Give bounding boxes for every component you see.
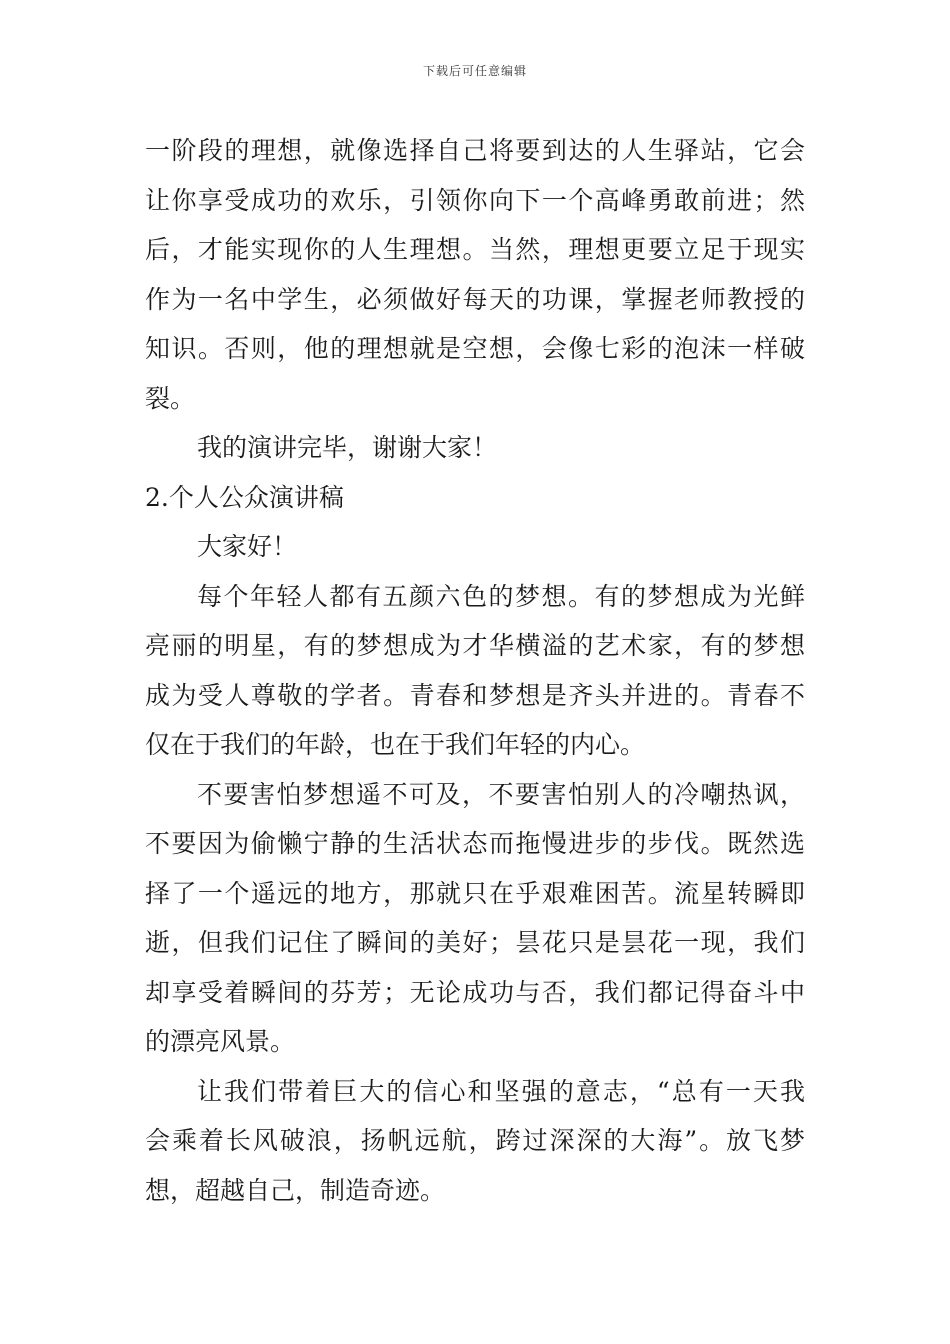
text-line: 裂。 <box>145 383 196 413</box>
document-body <box>145 126 805 1215</box>
text-line: 让你享受成功的欢乐，引领你向下一个高峰勇敢前进；然 <box>145 185 805 215</box>
closing-line: 我的演讲完毕，谢谢大家！ <box>197 433 498 462</box>
text-line: 后，才能实现你的人生理想。当然，理想更要立足于现实 <box>145 235 805 264</box>
greeting-line: 大家好！ <box>197 532 298 561</box>
text-line: 不要害怕梦想遥不可及，不要害怕别人的冷嘲热讽， <box>197 779 805 809</box>
text-line: 亮丽的明星，有的梦想成为才华横溢的艺术家，有的梦想 <box>145 631 805 660</box>
text-line: 择了一个遥远的地方，那就只在乎艰难困苦。流星转瞬即 <box>145 878 805 908</box>
text-line: 让我们带着巨大的信心和坚强的意志，“总有一天我 <box>197 1076 805 1106</box>
text-line: 成为受人尊敬的学者。青春和梦想是齐头并进的。青春不 <box>145 680 805 710</box>
text-line: 知识。否则，他的理想就是空想，会像七彩的泡沫一样破 <box>145 334 805 363</box>
text-line: 逝，但我们记住了瞬间的美好；昙花只是昙花一现，我们 <box>145 928 805 957</box>
text-line: 却享受着瞬间的芬芳；无论成功与否，我们都记得奋斗中 <box>145 977 805 1007</box>
text-line: 每个年轻人都有五颜六色的梦想。有的梦想成为光鲜 <box>197 581 805 611</box>
text-line: 会乘着长风破浪，扬帆远航，跨过深深的大海”。放飞梦 <box>145 1126 805 1155</box>
text-line: 仅在于我们的年龄，也在于我们年轻的内心。 <box>145 730 646 759</box>
text-line: 不要因为偷懒宁静的生活状态而拖慢进步的步伐。既然选 <box>145 829 805 858</box>
text-line: 的漂亮风景。 <box>145 1027 296 1056</box>
section-heading: 2.个人公众演讲稿 <box>145 482 344 512</box>
text-line: 一阶段的理想，就像选择自己将要到达的人生驿站，它会 <box>145 136 805 165</box>
text-line: 作为一名中学生，必须做好每天的功课，掌握老师教授的 <box>145 284 805 314</box>
text-line: 想，超越自己，制造奇迹。 <box>145 1175 446 1205</box>
page-header: 下载后可任意编辑 <box>422 64 527 78</box>
